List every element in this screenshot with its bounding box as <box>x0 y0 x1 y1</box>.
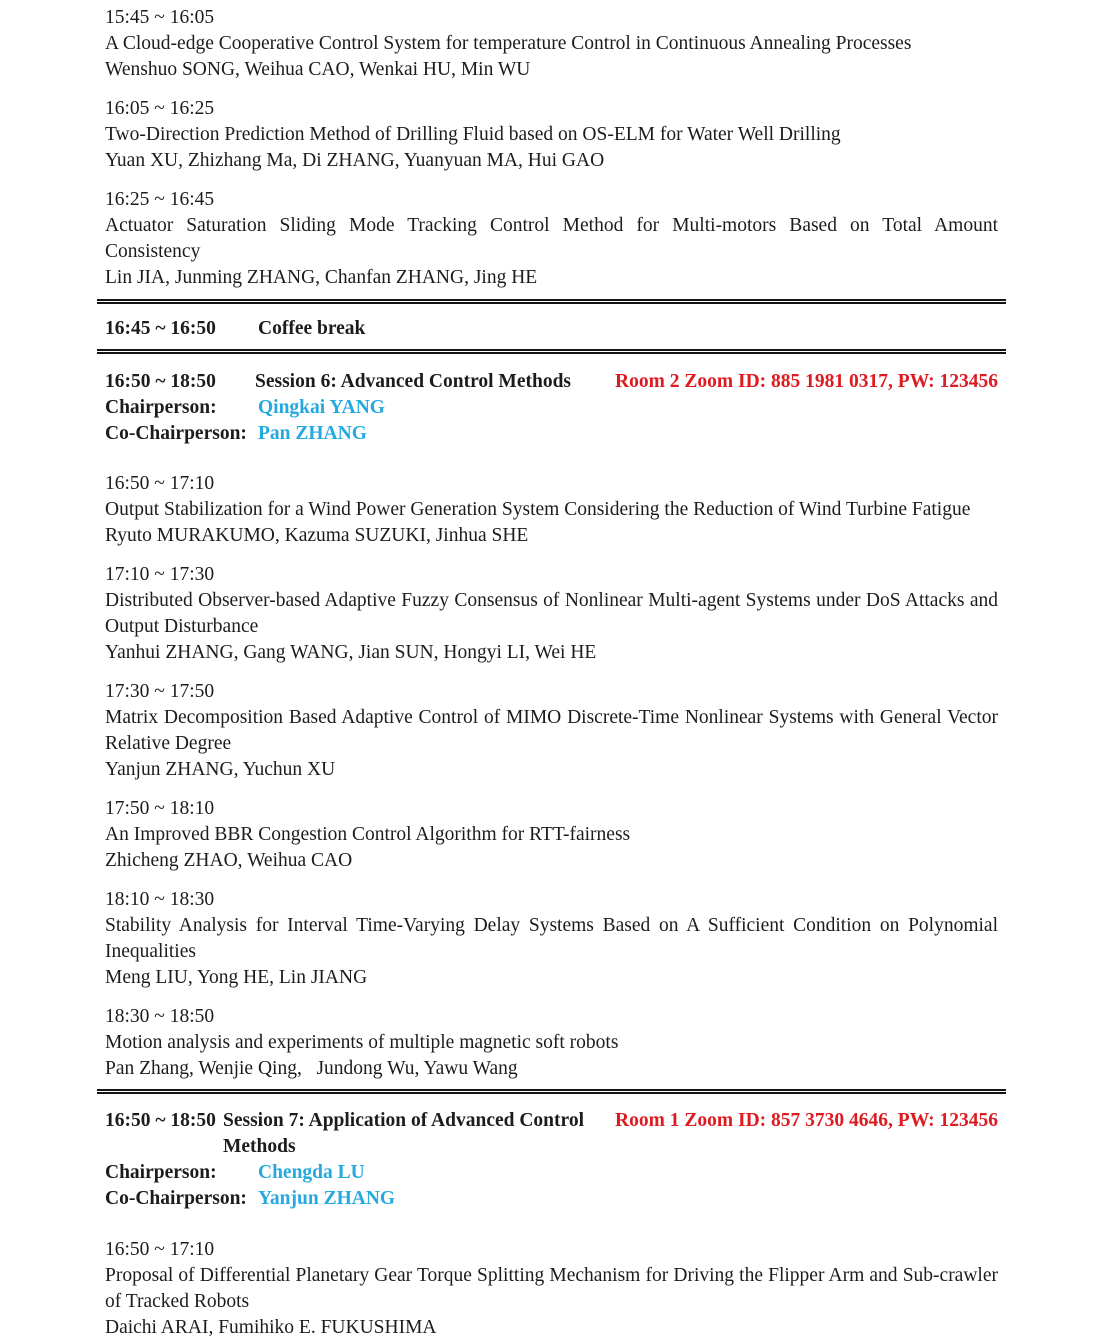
chairperson-label: Chairperson: <box>105 1162 217 1183</box>
entry-time: 16:50 ~ 17:10 <box>105 1239 215 1260</box>
paper-title: An Improved BBR Congestion Control Algorithm for RTT-fairness <box>105 824 631 845</box>
entry-time: 15:45 ~ 16:05 <box>105 7 215 28</box>
paper-authors: Daichi ARAI, Fumihiko E. FUKUSHIMA <box>105 1317 437 1338</box>
paper-authors: Lin JIA, Junming ZHANG, Chanfan ZHANG, Jing HE <box>105 267 538 288</box>
paper-title: Two-Direction Prediction Method of Drilling Fluid based on OS-ELM for Water Well Drilling <box>105 124 841 145</box>
program-entry <box>105 96 998 174</box>
session6-header <box>105 369 998 447</box>
divider-rule <box>97 349 1006 354</box>
entry-time: 18:10 ~ 18:30 <box>105 889 215 910</box>
chairperson-row <box>105 1160 998 1186</box>
entry-time: 18:30 ~ 18:50 <box>105 1006 215 1027</box>
entry-time: 16:50 ~ 17:10 <box>105 473 215 494</box>
program-entry <box>105 187 998 291</box>
session7-entries <box>105 1237 998 1341</box>
co-chairperson-name: Yanjun ZHANG <box>258 1188 396 1209</box>
paper-title: Proposal of Differential Planetary Gear Torque Splitting Mechanism for Driving the Flipper Arm and Sub-crawler of Tracked Robots <box>105 1265 998 1312</box>
divider-rule <box>97 299 1006 304</box>
session-time: 16:50 ~ 18:50 <box>105 1110 216 1131</box>
co-chairperson-label: Co-Chairperson: <box>105 1188 247 1209</box>
paper-authors: Meng LIU, Yong HE, Lin JIANG <box>105 967 368 988</box>
entry-time: 16:25 ~ 16:45 <box>105 189 215 210</box>
paper-title: Stability Analysis for Interval Time-Varying Delay Systems Based on A Sufficient Condition on Polynomial Inequalities <box>105 915 998 962</box>
co-chairperson-row <box>105 1186 998 1212</box>
chairperson-name: Qingkai YANG <box>258 397 385 418</box>
program-entry <box>105 1004 998 1082</box>
program-entry <box>105 796 998 874</box>
entry-time: 17:50 ~ 18:10 <box>105 798 215 819</box>
program-entry <box>105 1237 998 1341</box>
paper-authors: Yuan XU, Zhizhang Ma, Di ZHANG, Yuanyuan MA, Hui GAO <box>105 150 605 171</box>
coffee-break-row <box>105 316 998 342</box>
chairperson-label: Chairperson: <box>105 397 217 418</box>
chairperson-row <box>105 395 998 421</box>
paper-title: Motion analysis and experiments of multiple magnetic soft robots <box>105 1032 619 1053</box>
co-chairperson-name: Pan ZHANG <box>258 423 367 444</box>
paper-authors: Wenshuo SONG, Weihua CAO, Wenkai HU, Min WU <box>105 59 531 80</box>
divider-rule <box>97 1089 1006 1094</box>
chairperson-name: Chengda LU <box>258 1162 365 1183</box>
session7-header <box>105 1108 998 1212</box>
entry-time: 16:05 ~ 16:25 <box>105 98 215 119</box>
session7-title-row <box>105 1108 998 1160</box>
paper-title: Output Stabilization for a Wind Power Generation System Considering the Reduction of Wind Turbine Fatigue <box>105 499 971 520</box>
paper-authors: Yanhui ZHANG, Gang WANG, Jian SUN, Hongyi LI, Wei HE <box>105 642 597 663</box>
coffee-break-time: 16:45 ~ 16:50 <box>105 318 216 339</box>
pre-break-entries <box>105 5 998 291</box>
entry-time: 17:10 ~ 17:30 <box>105 564 215 585</box>
session-title: Session 6: Advanced Control Methods <box>255 371 572 392</box>
program-entry <box>105 5 998 83</box>
paper-title: Actuator Saturation Sliding Mode Tracking Control Method for Multi-motors Based on Total Amount Consistency <box>105 215 998 262</box>
paper-title: Distributed Observer-based Adaptive Fuzzy Consensus of Nonlinear Multi-agent Systems under DoS Attacks and Output Disturbance <box>105 590 998 637</box>
session-room-zoom-info: Room 2 Zoom ID: 885 1981 0317, PW: 123456 <box>615 371 998 392</box>
program-entry <box>105 679 998 783</box>
coffee-break-label: Coffee break <box>258 318 366 339</box>
paper-authors: Zhicheng ZHAO, Weihua CAO <box>105 850 353 871</box>
paper-title: Matrix Decomposition Based Adaptive Control of MIMO Discrete-Time Nonlinear Systems with General Vector Relative Degree <box>105 707 998 754</box>
paper-authors: Ryuto MURAKUMO, Kazuma SUZUKI, Jinhua SHE <box>105 525 529 546</box>
session6-title-row <box>105 369 998 395</box>
session-time: 16:50 ~ 18:50 <box>105 371 216 392</box>
session6-entries <box>105 471 998 1082</box>
program-entry <box>105 887 998 991</box>
paper-authors: Pan Zhang, Wenjie Qing, Jundong Wu, Yawu Wang <box>105 1058 518 1079</box>
program-entry <box>105 562 998 666</box>
paper-title: A Cloud-edge Cooperative Control System for temperature Control in Continuous Annealing Processes <box>105 33 912 54</box>
session-title: Session 7: Application of Advanced Control Methods <box>223 1110 584 1157</box>
program-entry <box>105 471 998 549</box>
co-chairperson-row <box>105 421 998 447</box>
session-room-zoom-info: Room 1 Zoom ID: 857 3730 4646, PW: 123456 <box>615 1110 998 1131</box>
entry-time: 17:30 ~ 17:50 <box>105 681 215 702</box>
paper-authors: Yanjun ZHANG, Yuchun XU <box>105 759 336 780</box>
co-chairperson-label: Co-Chairperson: <box>105 423 247 444</box>
